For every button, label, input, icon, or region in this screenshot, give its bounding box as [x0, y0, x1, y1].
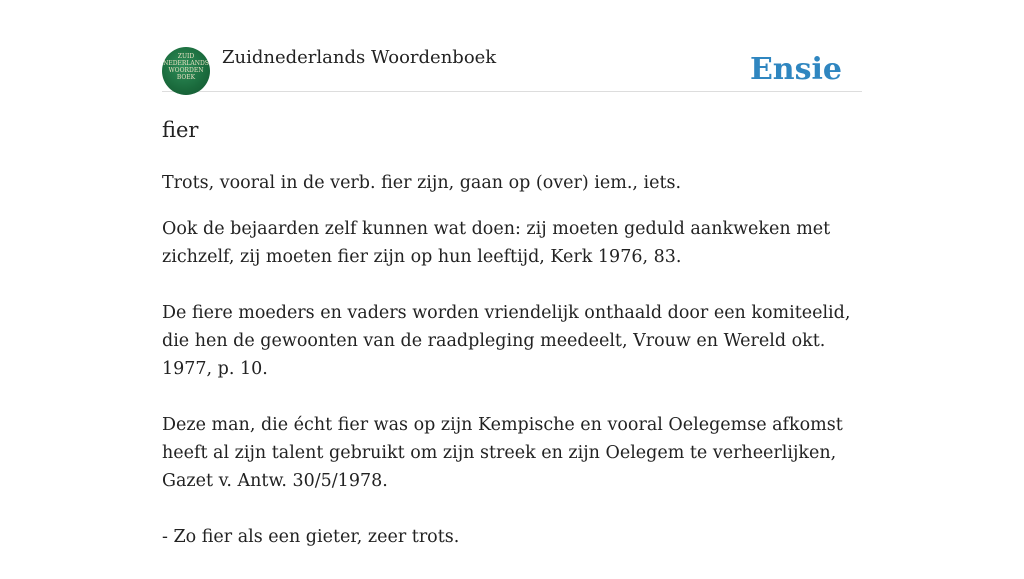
entry-card	[162, 0, 862, 547]
example-quote: De fiere moeders en vaders worden vriendelijk onthaald door een komiteelid, die hen de gewoonten van de raadpleging meedeelt, Vrouw en Wereld okt. 1977, p. 10.	[162, 303, 851, 379]
dictionary-name[interactable]: Zuidnederlands Woordenboek	[222, 47, 497, 68]
logo-line: WOORDEN	[168, 67, 204, 74]
example-quote: Deze man, die écht fier was op zijn Kempische en vooral Oelegemse afkomst heeft al zijn talent gebruikt om zijn streek en zijn Oelegem te verheerlijken, Gazet v. Antw. 30/5/1978.	[162, 415, 843, 491]
definition: Trots, vooral in de verb. fier zijn, gaan op (over) iem., iets.	[162, 173, 682, 193]
dictionary-logo-icon[interactable]	[162, 47, 210, 95]
logo-line: NEDERLANDS	[163, 60, 209, 67]
logo-line: ZUID	[177, 53, 195, 60]
headword: fier	[162, 118, 199, 142]
example-quote: Ook de bejaarden zelf kunnen wat doen: zij moeten geduld aankweken met zichzelf, zij moeten fier zijn op hun leeftijd, Kerk 1976, 83.	[162, 219, 831, 267]
examples-list	[162, 215, 862, 579]
idiom-line: - Zo fier als een gieter, zeer trots.	[162, 527, 460, 547]
header	[162, 0, 862, 92]
ensie-logo[interactable]: Ensie	[749, 52, 842, 87]
logo-lettering	[162, 53, 210, 81]
logo-line: BOEK	[176, 74, 196, 81]
